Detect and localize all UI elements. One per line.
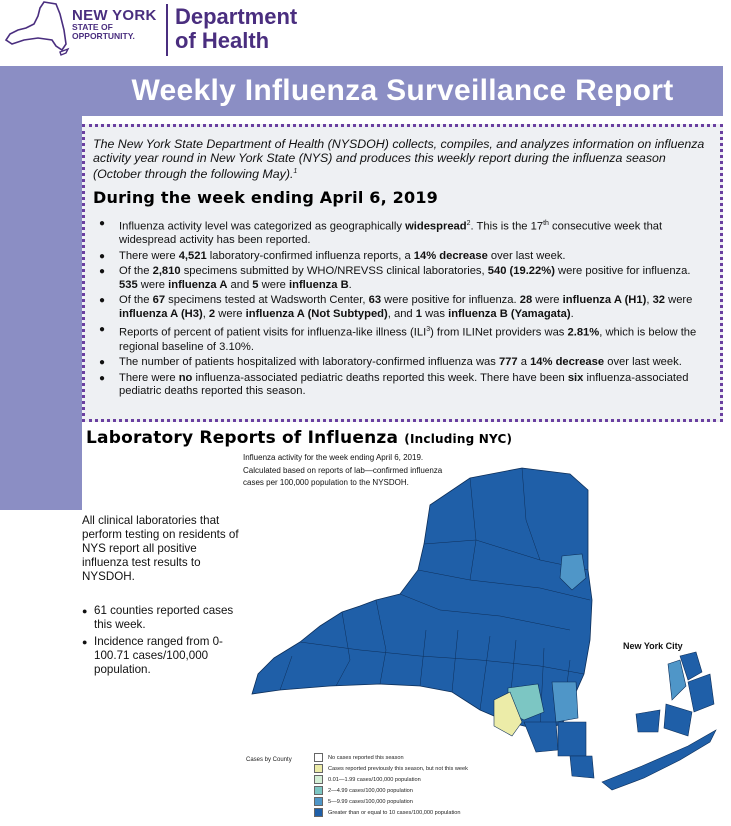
bullet-text-segment: no <box>178 371 193 384</box>
bullet-dot-icon: ● <box>99 295 106 307</box>
weekly-summary-box <box>82 124 723 422</box>
bullet-text-segment: were <box>215 307 246 320</box>
county-lower <box>558 722 586 756</box>
bullet-text-segment: widespread <box>405 220 467 233</box>
bullet-text-segment: over last week. <box>604 356 682 369</box>
lab-bullet <box>82 604 242 632</box>
bullet-text-segment: The number of patients hospitalized with laboratory-confirmed influenza was <box>119 356 499 369</box>
legend-row <box>314 774 468 785</box>
nyc-staten-island <box>636 710 660 732</box>
map-caption-line2: Calculated based on reports of lab—confirmed influenza <box>243 465 443 475</box>
summary-bullet <box>93 294 708 321</box>
bullet-text-segment: were positive for influenza. <box>381 294 520 307</box>
nys-wordmark <box>72 8 157 41</box>
bullet-dot-icon: ● <box>99 372 106 384</box>
bullet-text-segment: 540 (19.22%) <box>487 265 555 278</box>
map-caption-line3: cases per 100,000 population to the NYSDOH. <box>243 478 409 487</box>
bullet-text-segment: was <box>421 307 449 320</box>
legend-swatch <box>314 808 323 817</box>
map-caption <box>243 452 533 490</box>
legend-label: 2—4.99 cases/100,000 population <box>328 787 413 794</box>
bullet-text-segment: six <box>567 371 584 384</box>
legend-swatch <box>314 753 323 762</box>
bullet-text-segment: influenza A <box>168 278 228 291</box>
bullet-dot-icon: ● <box>82 637 88 647</box>
bullet-text-segment: influenza-associated pediatric deaths reported this week. There have been <box>192 371 568 384</box>
bullet-text-segment: influenza A (H3) <box>119 307 203 320</box>
bullet-text-segment: specimens tested at Wadsworth Center, <box>165 294 369 307</box>
legend-swatch <box>314 797 323 806</box>
nyc-brooklyn <box>664 704 692 736</box>
bullet-text-segment: 2 <box>208 307 216 320</box>
bullet-dot-icon: ● <box>99 266 106 278</box>
legend-row <box>314 796 468 807</box>
bullet-text-segment: There were <box>119 371 179 384</box>
bullet-text-segment: 28 <box>519 294 533 307</box>
bullet-text-segment: 2 <box>466 220 471 228</box>
bullet-text-segment: Of the <box>119 294 153 307</box>
dept-line1: Department <box>175 4 298 29</box>
bullet-text-segment: influenza A (Not Subtyped) <box>245 307 388 320</box>
bullet-text-segment: 32 <box>652 294 666 307</box>
bullet-text-segment: 67 <box>152 294 166 307</box>
bullet-text-segment: and <box>227 278 253 291</box>
summary-bullet <box>93 250 708 264</box>
bullet-text-segment: ) from ILINet providers was <box>430 327 568 340</box>
dept-line2: of Health <box>175 28 270 53</box>
bullet-text-segment: 14% decrease <box>413 249 488 262</box>
legend-label: No cases reported this season <box>328 754 404 761</box>
upstate-region <box>252 468 592 730</box>
intro-footnote: 1 <box>293 168 298 175</box>
legend-label: 0.01—1.99 cases/100,000 population <box>328 776 421 783</box>
bullet-text-segment: 3 <box>426 326 431 334</box>
legend-row <box>314 752 468 763</box>
nyc-label: New York City <box>623 641 683 651</box>
bullet-text-segment: 5 <box>252 278 259 291</box>
lab-bullet-text: Incidence ranged from 0-100.71 cases/100,000 population. <box>94 635 223 676</box>
summary-bullet-list <box>93 217 708 398</box>
bullet-dot-icon: ● <box>82 606 88 616</box>
bullet-text-segment: were <box>665 294 693 307</box>
bullet-text-segment: 2,810 <box>152 265 181 278</box>
legend-title: Cases by County <box>246 757 292 763</box>
bullet-text-segment: . <box>570 307 574 320</box>
bullet-text-segment: were <box>258 278 289 291</box>
summary-bullet <box>93 217 708 248</box>
intro-text: The New York State Department of Health (NYSDOH) collects, compiles, and analyzes information on influenza activity year round in New York State (NYS) and produces this weekly report during the influenza season (October through the following May). <box>93 137 705 182</box>
page-header <box>0 0 731 62</box>
summary-bullet <box>93 356 708 370</box>
week-heading: During the week ending April 6, 2019 <box>93 188 438 208</box>
lab-section-heading <box>86 428 512 448</box>
bullet-text-segment: influenza A (H1) <box>562 294 647 307</box>
intro-paragraph <box>93 137 708 181</box>
bullet-text-segment: laboratory-confirmed influenza reports, a <box>206 249 414 262</box>
bullet-text-segment: over last week. <box>487 249 566 262</box>
header-divider <box>166 4 168 56</box>
summary-bullet <box>93 265 708 292</box>
bullet-dot-icon: ● <box>99 324 106 336</box>
bullet-text-segment: Reports of percent of patient visits for influenza-like illness (ILI <box>119 327 427 340</box>
bullet-text-segment: 535 <box>119 278 138 291</box>
bullet-text-segment: , which is below the regional baseline of 3.10%. <box>119 327 697 353</box>
lab-description: All clinical laboratories that perform testing on residents of NYS report all positive influenza test results to NYSDOH. <box>82 514 239 583</box>
bullet-text-segment: influenza B (Yamagata) <box>448 307 571 320</box>
bullet-dot-icon: ● <box>99 357 106 369</box>
bullet-text-segment: . <box>348 278 352 291</box>
lab-heading-sub: (Including NYC) <box>404 432 513 446</box>
bullet-text-segment: , and <box>387 307 416 320</box>
lab-bullet-list <box>82 604 242 680</box>
logo-line2: STATE OF <box>72 22 113 32</box>
bullet-text-segment: were <box>137 278 169 291</box>
bullet-text-segment: consecutive week that widespread activity has been reported. <box>119 220 663 247</box>
bullet-text-segment: th <box>543 220 549 228</box>
bullet-dot-icon: ● <box>99 250 106 262</box>
map-caption-line1: Influenza activity for the week ending April 6, 2019. <box>243 453 424 462</box>
county-dutchess <box>552 682 578 722</box>
bullet-text-segment: a <box>517 356 531 369</box>
nyc-queens <box>688 674 714 712</box>
ny-state-logo-icon <box>4 0 70 58</box>
bullet-text-segment: 1 <box>415 307 422 320</box>
nyc-inset <box>636 652 714 736</box>
bullet-text-segment: 2.81% <box>567 327 600 340</box>
legend-swatch <box>314 775 323 784</box>
report-title-banner: Weekly Influenza Surveillance Report <box>82 66 723 116</box>
bullet-text-segment: influenza-associated pediatric deaths reported this season. <box>119 371 689 398</box>
bullet-text-segment: were positive for influenza. <box>554 265 691 278</box>
department-name <box>175 5 297 53</box>
bullet-text-segment: 4,521 <box>178 249 207 262</box>
legend-row <box>314 763 468 774</box>
bullet-text-segment: There were <box>119 249 179 262</box>
summary-bullet <box>93 323 708 354</box>
lab-heading-text: Laboratory Reports of Influenza <box>86 428 399 448</box>
bullet-text-segment: 777 <box>498 356 518 369</box>
bullet-text-segment: were <box>532 294 563 307</box>
bullet-text-segment: Of the <box>119 265 153 278</box>
legend-label: Greater than or equal to 10 cases/100,000 population <box>328 809 461 816</box>
legend-row <box>314 785 468 796</box>
legend-swatch <box>314 764 323 773</box>
bullet-text-segment: Influenza activity level was categorized as geographically <box>119 220 406 233</box>
left-sidebar-strip <box>0 66 82 510</box>
county-putnam <box>570 756 594 778</box>
bullet-text-segment: . This is the 17 <box>470 220 544 233</box>
bullet-dot-icon: ● <box>99 218 106 230</box>
long-island <box>602 730 716 790</box>
lab-bullet <box>82 635 242 677</box>
bullet-text-segment: 63 <box>368 294 382 307</box>
legend-label: 5—9.99 cases/100,000 population <box>328 798 413 805</box>
lab-bullet-text: 61 counties reported cases this week. <box>94 604 234 631</box>
bullet-text-segment: , <box>646 294 653 307</box>
legend-label: Cases reported previously this season, but not this week <box>328 765 468 772</box>
summary-bullet <box>93 372 708 399</box>
map-legend <box>314 752 468 818</box>
legend-swatch <box>314 786 323 795</box>
logo-line3: OPPORTUNITY. <box>72 31 135 41</box>
bullet-text-segment: influenza B <box>289 278 349 291</box>
logo-line1: NEW YORK <box>72 7 157 24</box>
legend-row <box>314 807 468 818</box>
bullet-text-segment: 14% decrease <box>530 356 605 369</box>
county-orange <box>524 722 558 752</box>
bullet-text-segment: , <box>202 307 209 320</box>
bullet-text-segment: specimens submitted by WHO/NREVSS clinical laboratories, <box>180 265 488 278</box>
